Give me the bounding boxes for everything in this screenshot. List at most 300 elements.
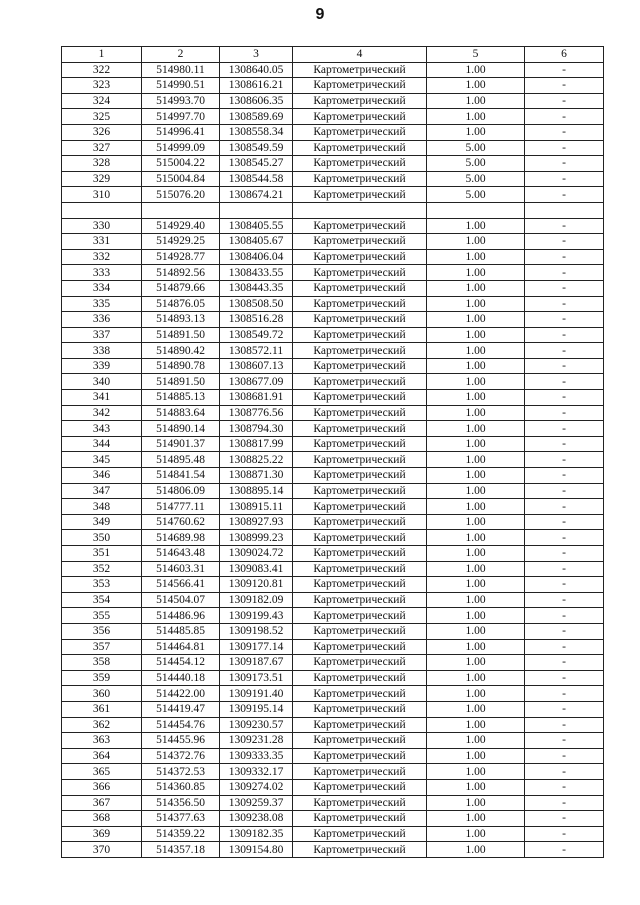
table-row bbox=[62, 639, 604, 655]
point-number-cell: 353 bbox=[62, 577, 142, 593]
table-row bbox=[62, 343, 604, 359]
accuracy-cell: 1.00 bbox=[427, 826, 525, 842]
accuracy-cell: 1.00 bbox=[427, 592, 525, 608]
accuracy-cell: 1.00 bbox=[427, 405, 525, 421]
header-cell: 2 bbox=[142, 47, 220, 63]
table-row bbox=[62, 452, 604, 468]
note-cell: - bbox=[525, 390, 604, 406]
accuracy-cell: 1.00 bbox=[427, 249, 525, 265]
point-number-cell: 326 bbox=[62, 124, 142, 140]
table-row bbox=[62, 421, 604, 437]
method-cell bbox=[293, 202, 427, 218]
y-coordinate-cell: 1308794.30 bbox=[220, 421, 293, 437]
note-cell: - bbox=[525, 78, 604, 94]
y-coordinate-cell: 1308405.67 bbox=[220, 234, 293, 250]
table-row bbox=[62, 327, 604, 343]
table-row bbox=[62, 156, 604, 172]
y-coordinate-cell: 1308895.14 bbox=[220, 483, 293, 499]
note-cell: - bbox=[525, 358, 604, 374]
table-row bbox=[62, 826, 604, 842]
x-coordinate-cell: 514806.09 bbox=[142, 483, 220, 499]
table-row bbox=[62, 483, 604, 499]
x-coordinate-cell: 514891.50 bbox=[142, 374, 220, 390]
note-cell: - bbox=[525, 686, 604, 702]
method-cell: Картометрический bbox=[293, 670, 427, 686]
y-coordinate-cell: 1309333.35 bbox=[220, 748, 293, 764]
method-cell: Картометрический bbox=[293, 390, 427, 406]
x-coordinate-cell: 514993.70 bbox=[142, 93, 220, 109]
method-cell: Картометрический bbox=[293, 748, 427, 764]
y-coordinate-cell: 1309154.80 bbox=[220, 842, 293, 858]
y-coordinate-cell: 1309195.14 bbox=[220, 701, 293, 717]
point-number-cell: 357 bbox=[62, 639, 142, 655]
note-cell: - bbox=[525, 140, 604, 156]
y-coordinate-cell: 1308508.50 bbox=[220, 296, 293, 312]
accuracy-cell: 1.00 bbox=[427, 343, 525, 359]
x-coordinate-cell: 514879.66 bbox=[142, 280, 220, 296]
method-cell: Картометрический bbox=[293, 358, 427, 374]
y-coordinate-cell: 1309259.37 bbox=[220, 795, 293, 811]
y-coordinate-cell: 1308406.04 bbox=[220, 249, 293, 265]
x-coordinate-cell: 514357.18 bbox=[142, 842, 220, 858]
point-number-cell: 349 bbox=[62, 514, 142, 530]
point-number-cell: 330 bbox=[62, 218, 142, 234]
page-number: 9 bbox=[315, 6, 325, 23]
point-number-cell: 338 bbox=[62, 343, 142, 359]
accuracy-cell: 1.00 bbox=[427, 795, 525, 811]
x-coordinate-cell: 514359.22 bbox=[142, 826, 220, 842]
x-coordinate-cell: 514876.05 bbox=[142, 296, 220, 312]
note-cell: - bbox=[525, 312, 604, 328]
method-cell: Картометрический bbox=[293, 218, 427, 234]
note-cell: - bbox=[525, 249, 604, 265]
table-row bbox=[62, 468, 604, 484]
accuracy-cell: 1.00 bbox=[427, 686, 525, 702]
x-coordinate-cell: 514883.64 bbox=[142, 405, 220, 421]
note-cell: - bbox=[525, 468, 604, 484]
method-cell: Картометрический bbox=[293, 842, 427, 858]
y-coordinate-cell: 1308607.13 bbox=[220, 358, 293, 374]
method-cell: Картометрический bbox=[293, 811, 427, 827]
method-cell: Картометрический bbox=[293, 733, 427, 749]
note-cell: - bbox=[525, 748, 604, 764]
table-row bbox=[62, 764, 604, 780]
note-cell: - bbox=[525, 795, 604, 811]
table-row bbox=[62, 608, 604, 624]
y-coordinate-cell: 1308817.99 bbox=[220, 436, 293, 452]
note-cell: - bbox=[525, 93, 604, 109]
table-row bbox=[62, 530, 604, 546]
accuracy-cell: 1.00 bbox=[427, 483, 525, 499]
table-row bbox=[62, 514, 604, 530]
y-coordinate-cell: 1308405.55 bbox=[220, 218, 293, 234]
point-number-cell: 310 bbox=[62, 187, 142, 203]
accuracy-cell: 1.00 bbox=[427, 312, 525, 328]
method-cell: Картометрический bbox=[293, 779, 427, 795]
y-coordinate-cell: 1308871.30 bbox=[220, 468, 293, 484]
x-coordinate-cell: 514603.31 bbox=[142, 561, 220, 577]
table-row bbox=[62, 748, 604, 764]
note-cell: - bbox=[525, 670, 604, 686]
point-number-cell: 369 bbox=[62, 826, 142, 842]
header-cell: 3 bbox=[220, 47, 293, 63]
y-coordinate-cell: 1308544.58 bbox=[220, 171, 293, 187]
table-row bbox=[62, 779, 604, 795]
accuracy-cell: 1.00 bbox=[427, 608, 525, 624]
accuracy-cell: 1.00 bbox=[427, 623, 525, 639]
point-number-cell: 322 bbox=[62, 62, 142, 78]
note-cell: - bbox=[525, 343, 604, 359]
header-cell: 6 bbox=[525, 47, 604, 63]
y-coordinate-cell: 1309024.72 bbox=[220, 546, 293, 562]
table-row bbox=[62, 592, 604, 608]
x-coordinate-cell: 514372.53 bbox=[142, 764, 220, 780]
note-cell: - bbox=[525, 483, 604, 499]
method-cell: Картометрический bbox=[293, 62, 427, 78]
note-cell: - bbox=[525, 592, 604, 608]
point-number-cell: 352 bbox=[62, 561, 142, 577]
method-cell: Картометрический bbox=[293, 109, 427, 125]
x-coordinate-cell: 514901.37 bbox=[142, 436, 220, 452]
method-cell: Картометрический bbox=[293, 701, 427, 717]
method-cell: Картометрический bbox=[293, 530, 427, 546]
note-cell: - bbox=[525, 514, 604, 530]
note-cell: - bbox=[525, 499, 604, 515]
accuracy-cell: 1.00 bbox=[427, 779, 525, 795]
method-cell: Картометрический bbox=[293, 608, 427, 624]
x-coordinate-cell: 514360.85 bbox=[142, 779, 220, 795]
table-row bbox=[62, 405, 604, 421]
y-coordinate-cell: 1309238.08 bbox=[220, 811, 293, 827]
point-number-cell: 347 bbox=[62, 483, 142, 499]
note-cell: - bbox=[525, 623, 604, 639]
accuracy-cell: 5.00 bbox=[427, 171, 525, 187]
point-number-cell: 350 bbox=[62, 530, 142, 546]
x-coordinate-cell: 514890.78 bbox=[142, 358, 220, 374]
point-number-cell: 332 bbox=[62, 249, 142, 265]
y-coordinate-cell: 1308545.27 bbox=[220, 156, 293, 172]
method-cell: Картометрический bbox=[293, 436, 427, 452]
accuracy-cell: 1.00 bbox=[427, 655, 525, 671]
accuracy-cell: 1.00 bbox=[427, 436, 525, 452]
method-cell: Картометрический bbox=[293, 655, 427, 671]
table-row bbox=[62, 312, 604, 328]
x-coordinate-cell: 514893.13 bbox=[142, 312, 220, 328]
note-cell: - bbox=[525, 436, 604, 452]
note-cell: - bbox=[525, 374, 604, 390]
y-coordinate-cell: 1308589.69 bbox=[220, 109, 293, 125]
method-cell: Картометрический bbox=[293, 623, 427, 639]
point-number-cell: 354 bbox=[62, 592, 142, 608]
x-coordinate-cell: 514895.48 bbox=[142, 452, 220, 468]
point-number-cell: 341 bbox=[62, 390, 142, 406]
y-coordinate-cell: 1309173.51 bbox=[220, 670, 293, 686]
table-row bbox=[62, 280, 604, 296]
x-coordinate-cell: 515076.20 bbox=[142, 187, 220, 203]
method-cell: Картометрический bbox=[293, 468, 427, 484]
note-cell: - bbox=[525, 265, 604, 281]
accuracy-cell: 1.00 bbox=[427, 733, 525, 749]
y-coordinate-cell: 1308999.23 bbox=[220, 530, 293, 546]
point-number-cell: 355 bbox=[62, 608, 142, 624]
point-number-cell: 366 bbox=[62, 779, 142, 795]
table-row bbox=[62, 124, 604, 140]
x-coordinate-cell: 514504.07 bbox=[142, 592, 220, 608]
method-cell: Картометрический bbox=[293, 280, 427, 296]
note-cell: - bbox=[525, 655, 604, 671]
y-coordinate-cell: 1308677.09 bbox=[220, 374, 293, 390]
accuracy-cell: 1.00 bbox=[427, 93, 525, 109]
accuracy-cell: 1.00 bbox=[427, 374, 525, 390]
method-cell: Картометрический bbox=[293, 249, 427, 265]
x-coordinate-cell: 514377.63 bbox=[142, 811, 220, 827]
method-cell: Картометрический bbox=[293, 795, 427, 811]
note-cell: - bbox=[525, 327, 604, 343]
point-number-cell: 345 bbox=[62, 452, 142, 468]
method-cell: Картометрический bbox=[293, 312, 427, 328]
x-coordinate-cell: 514454.76 bbox=[142, 717, 220, 733]
point-number-cell bbox=[62, 202, 142, 218]
accuracy-cell: 1.00 bbox=[427, 701, 525, 717]
x-coordinate-cell: 514929.40 bbox=[142, 218, 220, 234]
point-number-cell: 323 bbox=[62, 78, 142, 94]
x-coordinate-cell: 514485.85 bbox=[142, 623, 220, 639]
accuracy-cell: 1.00 bbox=[427, 561, 525, 577]
x-coordinate-cell: 514566.41 bbox=[142, 577, 220, 593]
point-number-cell: 362 bbox=[62, 717, 142, 733]
accuracy-cell: 1.00 bbox=[427, 358, 525, 374]
method-cell: Картометрический bbox=[293, 561, 427, 577]
x-coordinate-cell: 514885.13 bbox=[142, 390, 220, 406]
y-coordinate-cell: 1308549.59 bbox=[220, 140, 293, 156]
accuracy-cell: 1.00 bbox=[427, 78, 525, 94]
y-coordinate-cell: 1309274.02 bbox=[220, 779, 293, 795]
table-row bbox=[62, 249, 604, 265]
point-number-cell: 361 bbox=[62, 701, 142, 717]
method-cell: Картометрический bbox=[293, 93, 427, 109]
y-coordinate-cell: 1308572.11 bbox=[220, 343, 293, 359]
point-number-cell: 340 bbox=[62, 374, 142, 390]
point-number-cell: 333 bbox=[62, 265, 142, 281]
point-number-cell: 351 bbox=[62, 546, 142, 562]
point-number-cell: 339 bbox=[62, 358, 142, 374]
x-coordinate-cell: 514777.11 bbox=[142, 499, 220, 515]
note-cell: - bbox=[525, 171, 604, 187]
note-cell: - bbox=[525, 405, 604, 421]
x-coordinate-cell: 514356.50 bbox=[142, 795, 220, 811]
note-cell: - bbox=[525, 109, 604, 125]
note-cell: - bbox=[525, 124, 604, 140]
y-coordinate-cell bbox=[220, 202, 293, 218]
method-cell: Картометрический bbox=[293, 327, 427, 343]
header-cell: 5 bbox=[427, 47, 525, 63]
note-cell: - bbox=[525, 452, 604, 468]
point-number-cell: 360 bbox=[62, 686, 142, 702]
method-cell: Картометрический bbox=[293, 764, 427, 780]
method-cell: Картометрический bbox=[293, 546, 427, 562]
y-coordinate-cell: 1309120.81 bbox=[220, 577, 293, 593]
point-number-cell: 359 bbox=[62, 670, 142, 686]
accuracy-cell: 1.00 bbox=[427, 811, 525, 827]
table-header-row bbox=[62, 47, 604, 63]
x-coordinate-cell: 514929.25 bbox=[142, 234, 220, 250]
x-coordinate-cell: 514372.76 bbox=[142, 748, 220, 764]
header-cell: 1 bbox=[62, 47, 142, 63]
accuracy-cell: 1.00 bbox=[427, 234, 525, 250]
table-row bbox=[62, 655, 604, 671]
x-coordinate-cell: 515004.84 bbox=[142, 171, 220, 187]
point-number-cell: 342 bbox=[62, 405, 142, 421]
table-row bbox=[62, 623, 604, 639]
point-number-cell: 343 bbox=[62, 421, 142, 437]
y-coordinate-cell: 1308616.21 bbox=[220, 78, 293, 94]
point-number-cell: 346 bbox=[62, 468, 142, 484]
method-cell: Картометрический bbox=[293, 124, 427, 140]
x-coordinate-cell: 514980.11 bbox=[142, 62, 220, 78]
table-row bbox=[62, 358, 604, 374]
table-row bbox=[62, 795, 604, 811]
point-number-cell: 325 bbox=[62, 109, 142, 125]
note-cell: - bbox=[525, 764, 604, 780]
point-number-cell: 334 bbox=[62, 280, 142, 296]
accuracy-cell: 1.00 bbox=[427, 530, 525, 546]
x-coordinate-cell: 514689.98 bbox=[142, 530, 220, 546]
point-number-cell: 335 bbox=[62, 296, 142, 312]
y-coordinate-cell: 1308433.55 bbox=[220, 265, 293, 281]
method-cell: Картометрический bbox=[293, 452, 427, 468]
method-cell: Картометрический bbox=[293, 826, 427, 842]
point-number-cell: 328 bbox=[62, 156, 142, 172]
accuracy-cell: 1.00 bbox=[427, 577, 525, 593]
y-coordinate-cell: 1309187.67 bbox=[220, 655, 293, 671]
accuracy-cell: 1.00 bbox=[427, 546, 525, 562]
y-coordinate-cell: 1309191.40 bbox=[220, 686, 293, 702]
table-row bbox=[62, 171, 604, 187]
table-row bbox=[62, 202, 604, 218]
method-cell: Картометрический bbox=[293, 374, 427, 390]
point-number-cell: 331 bbox=[62, 234, 142, 250]
method-cell: Картометрический bbox=[293, 78, 427, 94]
x-coordinate-cell: 514422.00 bbox=[142, 686, 220, 702]
point-number-cell: 327 bbox=[62, 140, 142, 156]
note-cell: - bbox=[525, 280, 604, 296]
y-coordinate-cell: 1309199.43 bbox=[220, 608, 293, 624]
point-number-cell: 367 bbox=[62, 795, 142, 811]
y-coordinate-cell: 1308640.05 bbox=[220, 62, 293, 78]
y-coordinate-cell: 1309182.09 bbox=[220, 592, 293, 608]
method-cell: Картометрический bbox=[293, 156, 427, 172]
accuracy-cell: 1.00 bbox=[427, 421, 525, 437]
accuracy-cell: 1.00 bbox=[427, 717, 525, 733]
table-row bbox=[62, 670, 604, 686]
accuracy-cell: 1.00 bbox=[427, 62, 525, 78]
y-coordinate-cell: 1309230.57 bbox=[220, 717, 293, 733]
x-coordinate-cell: 514455.96 bbox=[142, 733, 220, 749]
y-coordinate-cell: 1309182.35 bbox=[220, 826, 293, 842]
method-cell: Картометрический bbox=[293, 265, 427, 281]
accuracy-cell: 1.00 bbox=[427, 296, 525, 312]
note-cell: - bbox=[525, 296, 604, 312]
table-row bbox=[62, 140, 604, 156]
table-row bbox=[62, 686, 604, 702]
note-cell: - bbox=[525, 842, 604, 858]
x-coordinate-cell: 514990.51 bbox=[142, 78, 220, 94]
accuracy-cell: 5.00 bbox=[427, 140, 525, 156]
y-coordinate-cell: 1309177.14 bbox=[220, 639, 293, 655]
note-cell: - bbox=[525, 779, 604, 795]
accuracy-cell: 5.00 bbox=[427, 156, 525, 172]
method-cell: Картометрический bbox=[293, 405, 427, 421]
method-cell: Картометрический bbox=[293, 421, 427, 437]
note-cell: - bbox=[525, 62, 604, 78]
method-cell: Картометрический bbox=[293, 686, 427, 702]
y-coordinate-cell: 1308516.28 bbox=[220, 312, 293, 328]
point-number-cell: 336 bbox=[62, 312, 142, 328]
table-row bbox=[62, 93, 604, 109]
table-row bbox=[62, 374, 604, 390]
x-coordinate-cell: 514643.48 bbox=[142, 546, 220, 562]
note-cell: - bbox=[525, 218, 604, 234]
note-cell: - bbox=[525, 546, 604, 562]
note-cell: - bbox=[525, 561, 604, 577]
accuracy-cell bbox=[427, 202, 525, 218]
x-coordinate-cell bbox=[142, 202, 220, 218]
table-row bbox=[62, 842, 604, 858]
point-number-cell: 344 bbox=[62, 436, 142, 452]
point-number-cell: 364 bbox=[62, 748, 142, 764]
y-coordinate-cell: 1308443.35 bbox=[220, 280, 293, 296]
y-coordinate-cell: 1308674.21 bbox=[220, 187, 293, 203]
point-number-cell: 324 bbox=[62, 93, 142, 109]
note-cell: - bbox=[525, 156, 604, 172]
point-number-cell: 356 bbox=[62, 623, 142, 639]
note-cell: - bbox=[525, 608, 604, 624]
method-cell: Картометрический bbox=[293, 639, 427, 655]
y-coordinate-cell: 1309083.41 bbox=[220, 561, 293, 577]
note-cell: - bbox=[525, 187, 604, 203]
y-coordinate-cell: 1308549.72 bbox=[220, 327, 293, 343]
point-number-cell: 337 bbox=[62, 327, 142, 343]
table-row bbox=[62, 499, 604, 515]
table-row bbox=[62, 109, 604, 125]
table-row bbox=[62, 234, 604, 250]
method-cell: Картометрический bbox=[293, 717, 427, 733]
method-cell: Картометрический bbox=[293, 577, 427, 593]
method-cell: Картометрический bbox=[293, 499, 427, 515]
accuracy-cell: 1.00 bbox=[427, 670, 525, 686]
note-cell bbox=[525, 202, 604, 218]
accuracy-cell: 5.00 bbox=[427, 187, 525, 203]
point-number-cell: 329 bbox=[62, 171, 142, 187]
method-cell: Картометрический bbox=[293, 234, 427, 250]
x-coordinate-cell: 514891.50 bbox=[142, 327, 220, 343]
x-coordinate-cell: 514997.70 bbox=[142, 109, 220, 125]
accuracy-cell: 1.00 bbox=[427, 468, 525, 484]
table-row bbox=[62, 546, 604, 562]
accuracy-cell: 1.00 bbox=[427, 218, 525, 234]
point-number-cell: 370 bbox=[62, 842, 142, 858]
x-coordinate-cell: 514760.62 bbox=[142, 514, 220, 530]
accuracy-cell: 1.00 bbox=[427, 109, 525, 125]
point-number-cell: 365 bbox=[62, 764, 142, 780]
table-row bbox=[62, 296, 604, 312]
y-coordinate-cell: 1308825.22 bbox=[220, 452, 293, 468]
y-coordinate-cell: 1308915.11 bbox=[220, 499, 293, 515]
point-number-cell: 368 bbox=[62, 811, 142, 827]
accuracy-cell: 1.00 bbox=[427, 124, 525, 140]
x-coordinate-cell: 514928.77 bbox=[142, 249, 220, 265]
y-coordinate-cell: 1309231.28 bbox=[220, 733, 293, 749]
